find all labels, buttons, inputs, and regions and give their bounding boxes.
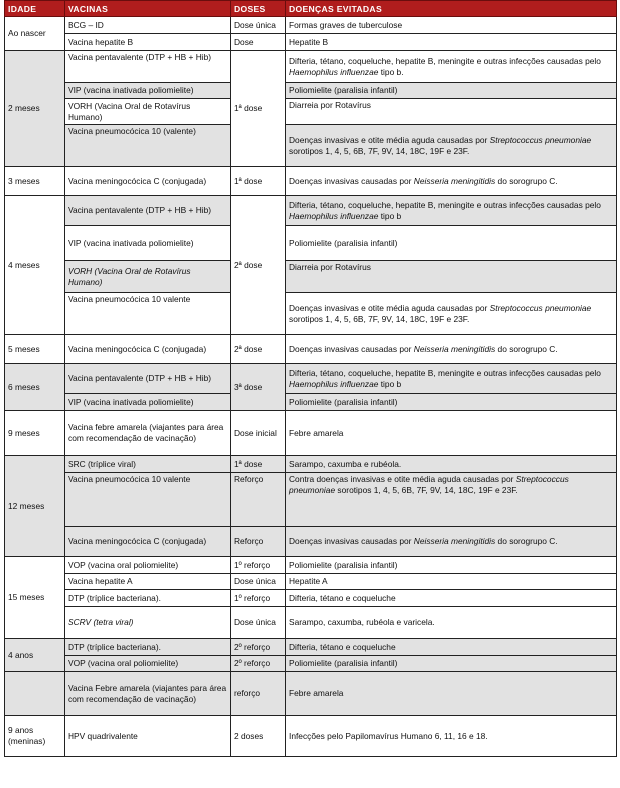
vaccine-cell: Vacina meningocócica C (conjugada) (65, 335, 231, 364)
age-cell: 4 meses (5, 196, 65, 335)
table-row (5, 293, 617, 335)
organism-name: Neisseria meningitidis (413, 175, 496, 186)
disease-cell: Doenças invasivas e otite média aguda causadas por Streptococcus pneumoniae sorotipos 1, 4, 5, 6B, 7F, 9V, 14, 18C, 19F e 23F. (286, 125, 617, 167)
vaccination-table (4, 0, 617, 757)
dose-cell: 2 doses (231, 716, 286, 757)
table-row (5, 639, 617, 656)
disease-cell: Difteria, tétano e coqueluche (286, 639, 617, 656)
age-cell: 2 meses (5, 51, 65, 167)
table-row (5, 34, 617, 51)
header-diseases: DOENÇAS EVITADAS (286, 1, 617, 17)
table-row (5, 590, 617, 607)
vaccine-cell: SCRV (tetra viral) (65, 607, 231, 639)
disease-cell: Infecções pelo Papilomavírus Humano 6, 11, 16 e 18. (286, 716, 617, 757)
dose-cell: 1º reforço (231, 557, 286, 574)
table-row (5, 364, 617, 394)
vaccine-cell: Vacina meningocócica C (conjugada) (65, 167, 231, 196)
table-row (5, 557, 617, 574)
table-row (5, 574, 617, 590)
dose-cell: Dose única (231, 607, 286, 639)
organism-name: Neisseria meningitidis (413, 536, 496, 546)
table-row (5, 125, 617, 167)
table-row (5, 473, 617, 527)
disease-cell: Sarampo, caxumba, rubéola e varicela. (286, 607, 617, 639)
disease-cell: Contra doenças invasivas e otite média aguda causadas por Streptococcus pneumoniae sorotipos 1, 4, 5, 6B, 7F, 9V, 14, 18C, 19F e 23F. (286, 473, 617, 527)
disease-cell: Difteria, tétano, coqueluche, hepatite B, meningite e outras infecções causadas pelo Haemophilus influenzae tipo b (286, 196, 617, 226)
table-row (5, 716, 617, 757)
vaccine-cell: Vacina pentavalente (DTP + HB + Hib) (65, 51, 231, 83)
header-doses: DOSES (231, 1, 286, 17)
age-cell: 4 anos (5, 639, 65, 672)
age-cell: 12 meses (5, 456, 65, 557)
organism-name: Haemophilus influenzae (289, 210, 379, 221)
disease-cell: Doenças invasivas causadas por Neisseria meningitidis do sorogrupo C. (286, 167, 617, 196)
vaccine-cell: Vacina pneumocócica 10 valente (65, 293, 231, 335)
disease-cell: Poliomielite (paralisia infantil) (286, 557, 617, 574)
table-row (5, 672, 617, 716)
age-cell: Ao nascer (5, 17, 65, 51)
age-cell: 5 meses (5, 335, 65, 364)
age-cell (5, 672, 65, 716)
age-cell: 9 meses (5, 411, 65, 456)
disease-cell: Poliomielite (paralisia infantil) (286, 656, 617, 672)
organism-name: Streptococcus pneumoniae (489, 134, 592, 145)
disease-cell: Doenças invasivas causadas por Neisseria meningitidis do sorogrupo C. (286, 335, 617, 364)
disease-cell: Formas graves de tuberculose (286, 17, 617, 34)
table-row (5, 17, 617, 34)
disease-cell: Doenças invasivas causadas por Neisseria meningitidis do sorogrupo C. (286, 527, 617, 557)
disease-cell: Sarampo, caxumba e rubéola. (286, 456, 617, 473)
vaccine-cell: SRC (tríplice viral) (65, 456, 231, 473)
vaccine-cell: BCG – ID (65, 17, 231, 34)
table-row (5, 527, 617, 557)
table-row (5, 51, 617, 83)
dose-cell: 3ª dose (231, 364, 286, 411)
table-row (5, 607, 617, 639)
disease-cell: Diarreia por Rotavírus (286, 99, 617, 125)
disease-cell: Hepatite A (286, 574, 617, 590)
dose-cell: 2º reforço (231, 639, 286, 656)
disease-cell: Diarreia por Rotavírus (286, 261, 617, 293)
dose-cell: 2º reforço (231, 656, 286, 672)
age-cell: 3 meses (5, 167, 65, 196)
dose-cell: Reforço (231, 527, 286, 557)
vaccine-cell: VOP (vacina oral poliomielite) (65, 656, 231, 672)
disease-cell: Poliomielite (paralisia infantil) (286, 83, 617, 99)
organism-name: Neisseria meningitidis (413, 343, 496, 354)
vaccine-cell: HPV quadrivalente (65, 716, 231, 757)
age-cell: 6 meses (5, 364, 65, 411)
disease-cell: Difteria, tétano, coqueluche, hepatite B, meningite e outras infecções causadas pelo Haemophilus influenzae tipo b (286, 364, 617, 394)
vaccine-cell: Vacina pentavalente (DTP + HB + Hib) (65, 196, 231, 226)
disease-cell: Poliomielite (paralisia infantil) (286, 226, 617, 261)
vaccine-cell: VOP (vacina oral poliomielite) (65, 557, 231, 574)
dose-cell: 1ª dose (231, 51, 286, 167)
table-row (5, 261, 617, 293)
disease-cell: Febre amarela (286, 672, 617, 716)
dose-cell: Dose inicial (231, 411, 286, 456)
disease-cell: Difteria, tétano, coqueluche, hepatite B, meningite e outras infecções causadas pelo Haemophilus influenzae tipo b. (286, 51, 617, 83)
table-row (5, 83, 617, 99)
organism-name: Haemophilus influenzae (289, 378, 379, 389)
vaccine-cell: Vacina pentavalente (DTP + HB + Hib) (65, 364, 231, 394)
age-cell: 15 meses (5, 557, 65, 639)
vaccine-cell: DTP (tríplice bacteriana). (65, 590, 231, 607)
table-row (5, 335, 617, 364)
vaccine-cell: VIP (vacina inativada poliomielite) (65, 83, 231, 99)
vaccine-cell: DTP (tríplice bacteriana). (65, 639, 231, 656)
dose-cell: reforço (231, 672, 286, 716)
vaccine-cell: Vacina meningocócica C (conjugada) (65, 527, 231, 557)
vaccine-cell: VIP (vacina inativada poliomielite) (65, 226, 231, 261)
vaccination-schedule (4, 0, 616, 757)
table-row (5, 656, 617, 672)
dose-cell: 2ª dose (231, 335, 286, 364)
vaccine-cell: Vacina febre amarela (viajantes para área com recomendação de vacinação) (65, 411, 231, 456)
organism-name: Streptococcus pneumoniae (289, 474, 569, 495)
table-row (5, 196, 617, 226)
disease-cell: Difteria, tétano e coqueluche (286, 590, 617, 607)
vaccine-cell: Vacina pneumocócica 10 (valente) (65, 125, 231, 167)
disease-cell: Poliomielite (paralisia infantil) (286, 394, 617, 411)
organism-name: Haemophilus influenzae (289, 66, 379, 77)
vaccine-cell: Vacina Febre amarela (viajantes para área com recomendação de vacinação) (65, 672, 231, 716)
vaccine-cell: VORH (Vacina Oral de Rotavírus Humano) (65, 261, 231, 293)
dose-cell: Dose única (231, 17, 286, 34)
vaccine-cell: Vacina pneumocócica 10 valente (65, 473, 231, 527)
table-row (5, 456, 617, 473)
vaccine-cell: VORH (Vacina Oral de Rotavírus Humano) (65, 99, 231, 125)
vaccine-cell: VIP (vacina inativada poliomielite) (65, 394, 231, 411)
header-row (5, 1, 617, 17)
disease-cell: Febre amarela (286, 411, 617, 456)
dose-cell: 1º reforço (231, 590, 286, 607)
organism-name: Streptococcus pneumoniae (489, 302, 592, 313)
dose-cell: 1ª dose (231, 456, 286, 473)
dose-cell: Reforço (231, 473, 286, 527)
dose-cell: Dose (231, 34, 286, 51)
disease-cell: Hepatite B (286, 34, 617, 51)
table-row (5, 226, 617, 261)
table-row (5, 411, 617, 456)
vaccine-cell: Vacina hepatite A (65, 574, 231, 590)
header-vaccines: VACINAS (65, 1, 231, 17)
dose-cell: 2ª dose (231, 196, 286, 335)
header-age: IDADE (5, 1, 65, 17)
vaccine-cell: Vacina hepatite B (65, 34, 231, 51)
dose-cell: 1ª dose (231, 167, 286, 196)
table-row (5, 167, 617, 196)
disease-cell: Doenças invasivas e otite média aguda causadas por Streptococcus pneumoniae sorotipos 1, 4, 5, 6B, 7F, 9V, 14, 18C, 19F e 23F. (286, 293, 617, 335)
table-row (5, 99, 617, 125)
table-row (5, 394, 617, 411)
age-cell: 9 anos (meninas) (5, 716, 65, 757)
dose-cell: Dose única (231, 574, 286, 590)
